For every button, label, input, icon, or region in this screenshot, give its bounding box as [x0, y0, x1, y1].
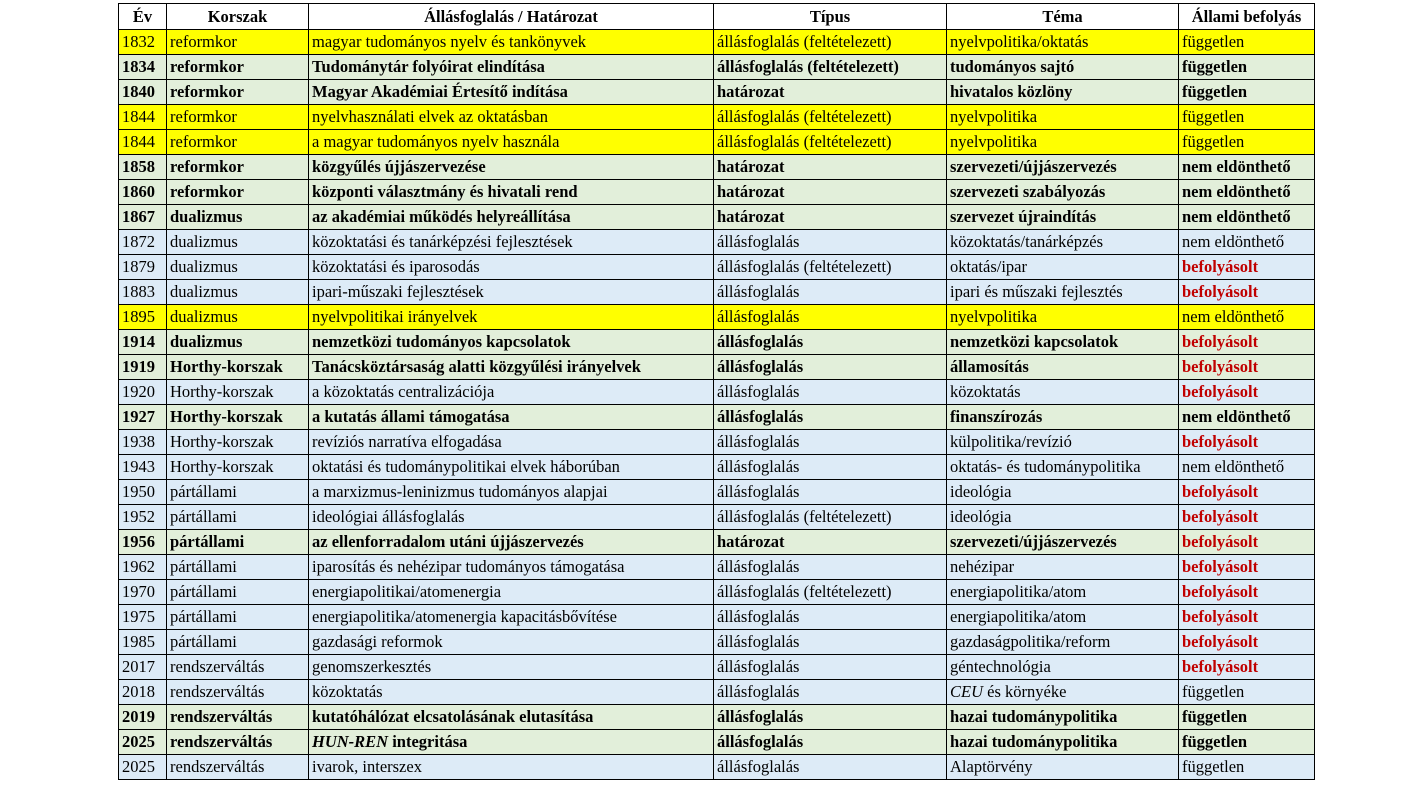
- table-row: [119, 230, 1315, 255]
- cell-era: Horthy-korszak: [167, 405, 309, 430]
- cell-topic: [947, 655, 1179, 680]
- cell-state-influence: befolyásolt: [1179, 430, 1315, 455]
- topic-text: külpolitika/revízió: [950, 432, 1072, 451]
- cell-decision: [309, 705, 714, 730]
- decision-text: közgyűlés újjászervezése: [312, 157, 486, 176]
- topic-text: szervezeti szabályozás: [950, 182, 1106, 201]
- cell-era: pártállami: [167, 555, 309, 580]
- cell-decision: [309, 430, 714, 455]
- decision-text: nemzetközi tudományos kapcsolatok: [312, 332, 571, 351]
- cell-decision: [309, 130, 714, 155]
- cell-year: 1844: [119, 105, 167, 130]
- cell-type: állásfoglalás: [714, 305, 947, 330]
- cell-state-influence: nem eldönthető: [1179, 155, 1315, 180]
- cell-state-influence: befolyásolt: [1179, 555, 1315, 580]
- cell-year: 1834: [119, 55, 167, 80]
- decision-text: revíziós narratíva elfogadása: [312, 432, 502, 451]
- cell-state-influence: nem eldönthető: [1179, 230, 1315, 255]
- cell-state-influence: független: [1179, 105, 1315, 130]
- table-row: [119, 680, 1315, 705]
- decision-text: ipari-műszaki fejlesztések: [312, 282, 484, 301]
- table-row: [119, 255, 1315, 280]
- table-row: [119, 405, 1315, 430]
- cell-era: rendszerváltás: [167, 655, 309, 680]
- cell-decision: [309, 530, 714, 555]
- cell-decision: [309, 680, 714, 705]
- cell-year: 1867: [119, 205, 167, 230]
- cell-type: állásfoglalás: [714, 230, 947, 255]
- cell-year: 1879: [119, 255, 167, 280]
- cell-type: állásfoglalás: [714, 280, 947, 305]
- cell-year: 1844: [119, 130, 167, 155]
- topic-text: gazdaságpolitika/reform: [950, 632, 1111, 651]
- decision-text: genomszerkesztés: [312, 657, 432, 676]
- cell-state-influence: független: [1179, 730, 1315, 755]
- cell-type: határozat: [714, 180, 947, 205]
- topic-text: ideológia: [950, 507, 1012, 526]
- topic-text: Alaptörvény: [950, 757, 1033, 776]
- cell-state-influence: nem eldönthető: [1179, 180, 1315, 205]
- cell-era: reformkor: [167, 180, 309, 205]
- cell-era: Horthy-korszak: [167, 380, 309, 405]
- cell-type: állásfoglalás (feltételezett): [714, 255, 947, 280]
- cell-type: határozat: [714, 530, 947, 555]
- cell-era: Horthy-korszak: [167, 430, 309, 455]
- table-row: [119, 355, 1315, 380]
- table-row: [119, 605, 1315, 630]
- topic-text: tudományos sajtó: [950, 57, 1075, 76]
- cell-decision: [309, 505, 714, 530]
- decision-text: közoktatási és tanárképzési fejlesztések: [312, 232, 573, 251]
- cell-topic: [947, 180, 1179, 205]
- cell-year: 1985: [119, 630, 167, 655]
- cell-decision: [309, 455, 714, 480]
- cell-decision: [309, 105, 714, 130]
- cell-era: dualizmus: [167, 255, 309, 280]
- cell-era: rendszerváltás: [167, 755, 309, 780]
- table-row: [119, 505, 1315, 530]
- cell-topic: [947, 130, 1179, 155]
- cell-decision: [309, 580, 714, 605]
- cell-type: határozat: [714, 155, 947, 180]
- table-row: [119, 205, 1315, 230]
- decision-text: ideológiai állásfoglalás: [312, 507, 465, 526]
- cell-year: 1952: [119, 505, 167, 530]
- decision-text: Magyar Akadémiai Értesítő indítása: [312, 82, 568, 101]
- cell-state-influence: független: [1179, 55, 1315, 80]
- cell-decision: [309, 730, 714, 755]
- cell-topic: [947, 80, 1179, 105]
- decision-text: a közoktatás centralizációja: [312, 382, 495, 401]
- cell-year: 1914: [119, 330, 167, 355]
- table-row: [119, 480, 1315, 505]
- cell-state-influence: nem eldönthető: [1179, 305, 1315, 330]
- cell-state-influence: befolyásolt: [1179, 605, 1315, 630]
- cell-type: állásfoglalás: [714, 330, 947, 355]
- cell-decision: [309, 305, 714, 330]
- cell-topic: [947, 330, 1179, 355]
- cell-state-influence: független: [1179, 80, 1315, 105]
- table-row: [119, 730, 1315, 755]
- cell-year: 1883: [119, 280, 167, 305]
- cell-era: dualizmus: [167, 330, 309, 355]
- topic-text: szervezet újraindítás: [950, 207, 1097, 226]
- cell-type: állásfoglalás (feltételezett): [714, 105, 947, 130]
- topic-italic-part: CEU: [950, 682, 983, 701]
- cell-year: 1962: [119, 555, 167, 580]
- table-row: [119, 30, 1315, 55]
- cell-decision: [309, 55, 714, 80]
- cell-era: reformkor: [167, 30, 309, 55]
- cell-year: 1927: [119, 405, 167, 430]
- table-row: [119, 555, 1315, 580]
- cell-type: állásfoglalás (feltételezett): [714, 580, 947, 605]
- cell-type: állásfoglalás: [714, 430, 947, 455]
- decision-text: kutatóhálózat elcsatolásának elutasítása: [312, 707, 594, 726]
- decision-text: közoktatási és iparosodás: [312, 257, 480, 276]
- topic-text: szervezeti/újjászervezés: [950, 157, 1117, 176]
- cell-type: állásfoglalás: [714, 355, 947, 380]
- cell-state-influence: független: [1179, 680, 1315, 705]
- cell-type: állásfoglalás: [714, 480, 947, 505]
- cell-decision: [309, 180, 714, 205]
- cell-era: dualizmus: [167, 205, 309, 230]
- cell-year: 1858: [119, 155, 167, 180]
- cell-topic: [947, 630, 1179, 655]
- decision-text: Tudománytár folyóirat elindítása: [312, 57, 545, 76]
- header-topic: Téma: [947, 4, 1179, 30]
- cell-topic: [947, 555, 1179, 580]
- topic-text: oktatás/ipar: [950, 257, 1027, 276]
- cell-state-influence: független: [1179, 30, 1315, 55]
- cell-decision: [309, 655, 714, 680]
- cell-era: pártállami: [167, 530, 309, 555]
- cell-topic: [947, 405, 1179, 430]
- cell-era: pártállami: [167, 605, 309, 630]
- cell-type: állásfoglalás: [714, 555, 947, 580]
- cell-type: állásfoglalás: [714, 405, 947, 430]
- cell-state-influence: befolyásolt: [1179, 330, 1315, 355]
- topic-text: nyelvpolitika: [950, 107, 1038, 126]
- cell-year: 2019: [119, 705, 167, 730]
- cell-state-influence: nem eldönthető: [1179, 455, 1315, 480]
- topic-text: ipari és műszaki fejlesztés: [950, 282, 1123, 301]
- table-row: [119, 430, 1315, 455]
- decision-text: nyelvhasználati elvek az oktatásban: [312, 107, 548, 126]
- decision-text: magyar tudományos nyelv és tankönyvek: [312, 32, 587, 51]
- cell-type: állásfoglalás: [714, 705, 947, 730]
- cell-year: 1860: [119, 180, 167, 205]
- table-row: [119, 755, 1315, 780]
- cell-decision: [309, 205, 714, 230]
- cell-era: reformkor: [167, 130, 309, 155]
- cell-topic: [947, 355, 1179, 380]
- cell-era: pártállami: [167, 630, 309, 655]
- cell-year: 1943: [119, 455, 167, 480]
- cell-year: 1975: [119, 605, 167, 630]
- decision-text: integritása: [388, 732, 468, 751]
- cell-state-influence: nem eldönthető: [1179, 205, 1315, 230]
- topic-text: energiapolitika/atom: [950, 582, 1087, 601]
- cell-type: állásfoglalás: [714, 605, 947, 630]
- cell-era: Horthy-korszak: [167, 455, 309, 480]
- cell-decision: [309, 380, 714, 405]
- cell-era: reformkor: [167, 55, 309, 80]
- topic-text: nehézipar: [950, 557, 1015, 576]
- table-header: [119, 4, 1315, 30]
- cell-topic: [947, 205, 1179, 230]
- cell-era: rendszerváltás: [167, 680, 309, 705]
- cell-topic: [947, 530, 1179, 555]
- cell-year: 1840: [119, 80, 167, 105]
- cell-era: pártállami: [167, 480, 309, 505]
- cell-era: dualizmus: [167, 305, 309, 330]
- cell-year: 2025: [119, 755, 167, 780]
- cell-state-influence: befolyásolt: [1179, 530, 1315, 555]
- cell-year: 1919: [119, 355, 167, 380]
- cell-topic: [947, 505, 1179, 530]
- cell-topic: [947, 680, 1179, 705]
- decision-text: energiapolitikai/atomenergia: [312, 582, 502, 601]
- cell-year: 2018: [119, 680, 167, 705]
- topic-text: szervezeti/újjászervezés: [950, 532, 1117, 551]
- topic-text: finanszírozás: [950, 407, 1043, 426]
- topic-text: nyelvpolitika: [950, 307, 1038, 326]
- header-era: Korszak: [167, 4, 309, 30]
- cell-era: pártállami: [167, 580, 309, 605]
- topic-text: hazai tudománypolitika: [950, 707, 1118, 726]
- cell-type: állásfoglalás (feltételezett): [714, 130, 947, 155]
- decision-italic-part: HUN-REN: [312, 732, 389, 751]
- cell-state-influence: befolyásolt: [1179, 505, 1315, 530]
- cell-type: állásfoglalás (feltételezett): [714, 505, 947, 530]
- cell-year: 1950: [119, 480, 167, 505]
- table-row: [119, 705, 1315, 730]
- cell-type: állásfoglalás: [714, 455, 947, 480]
- cell-topic: [947, 105, 1179, 130]
- cell-decision: [309, 330, 714, 355]
- cell-decision: [309, 30, 714, 55]
- cell-year: 2025: [119, 730, 167, 755]
- cell-type: állásfoglalás (feltételezett): [714, 55, 947, 80]
- table-row: [119, 305, 1315, 330]
- decision-text: központi választmány és hivatali rend: [312, 182, 578, 201]
- table-row: [119, 130, 1315, 155]
- cell-decision: [309, 280, 714, 305]
- cell-era: dualizmus: [167, 280, 309, 305]
- header-state-influence: Állami befolyás: [1179, 4, 1315, 30]
- topic-text: energiapolitika/atom: [950, 607, 1087, 626]
- table-row: [119, 380, 1315, 405]
- cell-year: 1970: [119, 580, 167, 605]
- table-row: [119, 280, 1315, 305]
- table-row: [119, 55, 1315, 80]
- decision-text: gazdasági reformok: [312, 632, 443, 651]
- table-row: [119, 105, 1315, 130]
- cell-type: állásfoglalás: [714, 655, 947, 680]
- cell-topic: [947, 55, 1179, 80]
- cell-decision: [309, 230, 714, 255]
- cell-era: reformkor: [167, 155, 309, 180]
- cell-topic: [947, 455, 1179, 480]
- cell-state-influence: befolyásolt: [1179, 655, 1315, 680]
- cell-topic: [947, 230, 1179, 255]
- cell-state-influence: befolyásolt: [1179, 630, 1315, 655]
- cell-era: dualizmus: [167, 230, 309, 255]
- topic-text: hivatalos közlöny: [950, 82, 1073, 101]
- cell-state-influence: független: [1179, 705, 1315, 730]
- cell-era: reformkor: [167, 105, 309, 130]
- topic-text: közoktatás: [950, 382, 1021, 401]
- topic-text: és környéke: [983, 682, 1067, 701]
- topic-text: államosítás: [950, 357, 1029, 376]
- decision-text: az akadémiai működés helyreállítása: [312, 207, 571, 226]
- cell-year: 1956: [119, 530, 167, 555]
- cell-type: állásfoglalás: [714, 755, 947, 780]
- cell-decision: [309, 555, 714, 580]
- cell-year: 1938: [119, 430, 167, 455]
- cell-topic: [947, 580, 1179, 605]
- cell-topic: [947, 30, 1179, 55]
- cell-decision: [309, 155, 714, 180]
- cell-era: pártállami: [167, 505, 309, 530]
- cell-type: állásfoglalás: [714, 680, 947, 705]
- cell-state-influence: független: [1179, 130, 1315, 155]
- cell-decision: [309, 630, 714, 655]
- decision-text: az ellenforradalom utáni újjászervezés: [312, 532, 584, 551]
- topic-text: nyelvpolitika: [950, 132, 1038, 151]
- cell-type: állásfoglalás: [714, 630, 947, 655]
- cell-decision: [309, 80, 714, 105]
- decision-text: ivarok, interszex: [312, 757, 422, 776]
- cell-topic: [947, 280, 1179, 305]
- cell-type: állásfoglalás: [714, 730, 947, 755]
- decision-text: közoktatás: [312, 682, 383, 701]
- cell-topic: [947, 480, 1179, 505]
- cell-decision: [309, 755, 714, 780]
- cell-decision: [309, 480, 714, 505]
- header-type: Típus: [714, 4, 947, 30]
- cell-decision: [309, 255, 714, 280]
- cell-era: Horthy-korszak: [167, 355, 309, 380]
- table-row: [119, 80, 1315, 105]
- decision-text: a magyar tudományos nyelv használa: [312, 132, 560, 151]
- table-row: [119, 655, 1315, 680]
- cell-type: állásfoglalás: [714, 380, 947, 405]
- header-year: Év: [119, 4, 167, 30]
- decision-text: iparosítás és nehézipar tudományos támogatása: [312, 557, 625, 576]
- cell-decision: [309, 605, 714, 630]
- table-row: [119, 155, 1315, 180]
- cell-state-influence: befolyásolt: [1179, 355, 1315, 380]
- cell-type: határozat: [714, 80, 947, 105]
- topic-text: közoktatás/tanárképzés: [950, 232, 1104, 251]
- table-row: [119, 580, 1315, 605]
- cell-state-influence: befolyásolt: [1179, 480, 1315, 505]
- cell-type: határozat: [714, 205, 947, 230]
- cell-state-influence: befolyásolt: [1179, 580, 1315, 605]
- cell-state-influence: független: [1179, 755, 1315, 780]
- cell-topic: [947, 705, 1179, 730]
- cell-topic: [947, 380, 1179, 405]
- topic-text: hazai tudománypolitika: [950, 732, 1118, 751]
- cell-topic: [947, 430, 1179, 455]
- cell-year: 1872: [119, 230, 167, 255]
- topic-text: oktatás- és tudománypolitika: [950, 457, 1141, 476]
- cell-decision: [309, 405, 714, 430]
- cell-state-influence: befolyásolt: [1179, 280, 1315, 305]
- table-row: [119, 180, 1315, 205]
- cell-decision: [309, 355, 714, 380]
- cell-era: reformkor: [167, 80, 309, 105]
- cell-state-influence: nem eldönthető: [1179, 405, 1315, 430]
- decision-text: energiapolitika/atomenergia kapacitásbővítése: [312, 607, 617, 626]
- cell-topic: [947, 730, 1179, 755]
- cell-topic: [947, 605, 1179, 630]
- decision-text: Tanácsköztársaság alatti közgyűlési irányelvek: [312, 357, 641, 376]
- cell-state-influence: befolyásolt: [1179, 380, 1315, 405]
- topic-text: géntechnológia: [950, 657, 1051, 676]
- decision-text: oktatási és tudománypolitikai elvek háborúban: [312, 457, 620, 476]
- cell-state-influence: befolyásolt: [1179, 255, 1315, 280]
- cell-type: állásfoglalás (feltételezett): [714, 30, 947, 55]
- decisions-table: [118, 3, 1315, 780]
- table-row: [119, 630, 1315, 655]
- cell-year: 1832: [119, 30, 167, 55]
- topic-text: ideológia: [950, 482, 1012, 501]
- table-row: [119, 530, 1315, 555]
- table-row: [119, 455, 1315, 480]
- header-row: [119, 4, 1315, 30]
- decision-text: a marxizmus-leninizmus tudományos alapjai: [312, 482, 608, 501]
- table-row: [119, 330, 1315, 355]
- header-decision: Állásfoglalás / Határozat: [309, 4, 714, 30]
- decision-text: nyelvpolitikai irányelvek: [312, 307, 478, 326]
- cell-year: 2017: [119, 655, 167, 680]
- topic-text: nyelvpolitika/oktatás: [950, 32, 1089, 51]
- cell-year: 1895: [119, 305, 167, 330]
- topic-text: nemzetközi kapcsolatok: [950, 332, 1119, 351]
- cell-era: rendszerváltás: [167, 705, 309, 730]
- cell-topic: [947, 155, 1179, 180]
- cell-era: rendszerváltás: [167, 730, 309, 755]
- table-body: [119, 30, 1315, 780]
- cell-topic: [947, 255, 1179, 280]
- cell-topic: [947, 305, 1179, 330]
- cell-topic: [947, 755, 1179, 780]
- decision-text: a kutatás állami támogatása: [312, 407, 510, 426]
- cell-year: 1920: [119, 380, 167, 405]
